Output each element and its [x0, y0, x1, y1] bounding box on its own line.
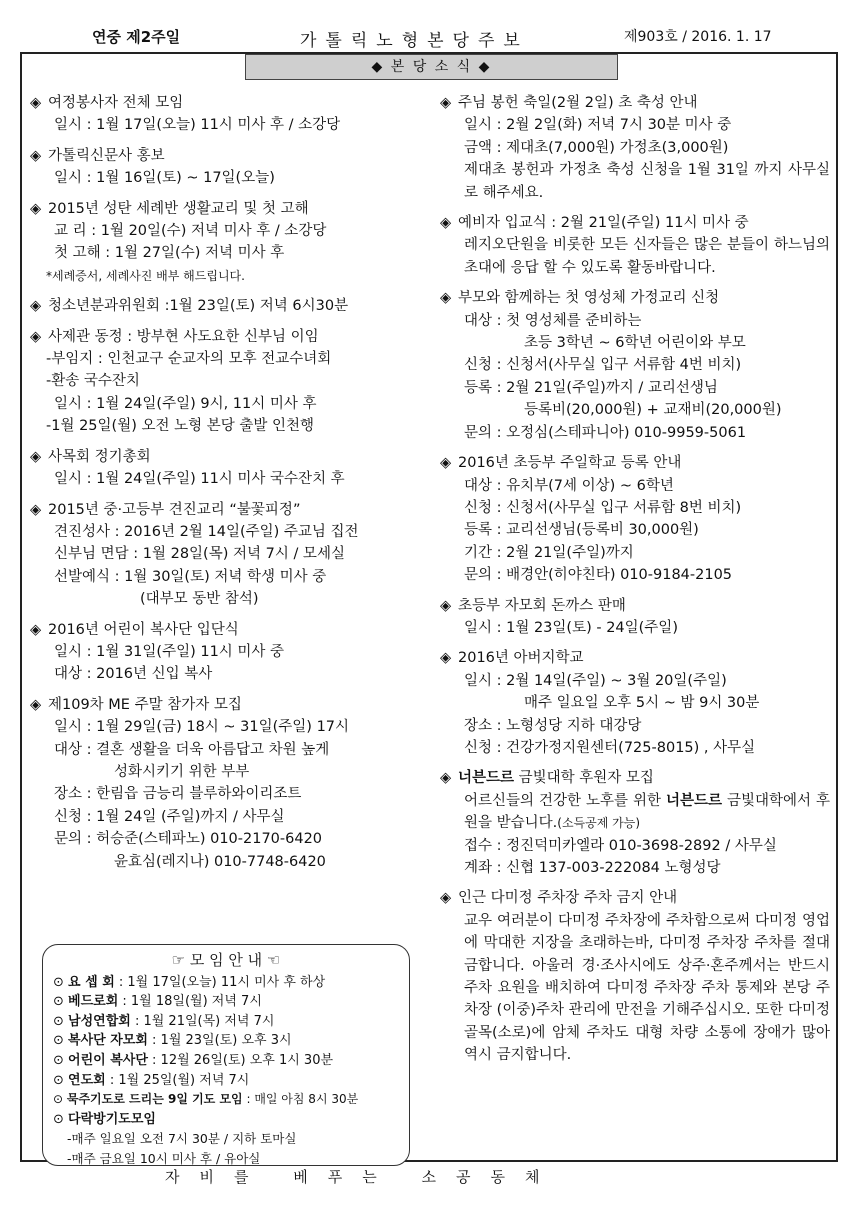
notice-line: 대상 : 첫 영성체를 준비하는: [464, 312, 642, 329]
notice-item: [30, 619, 425, 686]
notice-line: 일시 : 1월 24일(주일) 9시, 11시 미사 후: [54, 395, 317, 412]
diamond-bullet-icon: ◈: [30, 95, 42, 111]
notice-line: 등록 : 교리선생님(등록비 30,000원): [464, 522, 699, 539]
notice-line: 문의 : 오정심(스테파니아) 010-9959-5061: [464, 424, 747, 441]
notice-item: [30, 694, 425, 873]
diamond-bullet-icon: ◈: [440, 95, 452, 111]
notice-line: 선발예식 : 1월 30일(토) 저녁 학생 미사 중: [54, 568, 327, 585]
notice-line: 문의 : 배경안(히야친타) 010-9184-2105: [464, 567, 733, 584]
notice-line: 신청 : 1월 24일 (주일)까지 / 사무실: [54, 808, 285, 825]
notice-item: [30, 446, 425, 491]
notice-line: -환송 국수잔치: [46, 373, 140, 390]
notice-item: [440, 647, 830, 759]
circle-dot-icon: ⊙: [53, 1111, 69, 1127]
notice-line: 성화시키기 위한 부부: [114, 763, 250, 780]
notice-line: 첫 고해 : 1월 27일(수) 저녁 미사 후: [54, 245, 285, 262]
right-column: [440, 92, 830, 1075]
notice-line: 등록 : 2월 21일(주일)까지 / 교리선생님: [464, 379, 718, 396]
meetings-box: [42, 944, 410, 1166]
notice-item: [440, 767, 830, 879]
bulletin-title: 가톨릭노형본당주보: [300, 31, 529, 51]
notice-item: [30, 295, 425, 317]
meeting-row: ⊙ 남성연합회 : 1월 21일(목) 저녁 7시: [53, 1013, 275, 1029]
notice-line: 장소 : 노형성당 지하 대강당: [464, 717, 642, 734]
meeting-row: ⊙ 요 셉 회 : 1월 17일(오늘) 11시 미사 후 하상: [53, 974, 326, 990]
meeting-subline: -매주 일요일 오전 7시 30분 / 지하 토마실: [67, 1131, 297, 1147]
diamond-bullet-icon: ◈: [30, 147, 42, 164]
notice-line: 신청 : 건강가정지원센터(725-8015) , 사무실: [464, 739, 756, 756]
notice-body: 어르신들의 건강한 노후를 위한 너븐드르 금빛대학에서 후원을 받습니다.(소득공제 가능): [464, 791, 830, 832]
diamond-bullet-icon: ◈: [440, 215, 452, 232]
section-banner: ◆ 본 당 소 식 ◆: [245, 54, 618, 80]
bulletin-header: [0, 26, 860, 52]
footer-slogan: 자비를 베푸는 소공동체: [165, 1168, 560, 1186]
meeting-row: ⊙ 다락방기도모임: [53, 1111, 156, 1127]
notice-item: [440, 212, 830, 279]
notice-line: -1월 25일(월) 오전 노형 본당 출발 인천행: [46, 418, 314, 435]
notice-line: 문의 : 허승준(스테파노) 010-2170-6420: [54, 831, 323, 848]
diamond-bullet-icon: ◈: [30, 621, 42, 638]
notice-body: 교우 여러분이 다미정 주차장에 주차함으로써 다미정 영업에 막대한 지장을 초래하는바, 다미정 주차장 주차를 절대 금합니다. 아울러 경·조사시에도 상주·혼주께서는 반드시 주차 요원을 배치하여 다미정 주차장 주차 통제와 본당 주차장 (이중)주차 관리에 만전을 기해주십시오. 또한 다미정 골목(소로)에 암체 주차도 대형 차량 소통에 장애가 많아 역시 금지합니다.: [464, 912, 830, 1064]
circle-dot-icon: ⊙: [53, 1092, 67, 1107]
notice-title: 인근 다미정 주차장 주차 금지 안내: [458, 890, 678, 907]
notice-body: 레지오단원을 비롯한 모든 신자들은 많은 분들이 하느님의 초대에 응답 할 수 있도록 활동바랍니다.: [464, 237, 830, 276]
notice-item: [440, 887, 830, 1066]
notice-line: 교 리 : 1월 20일(수) 저녁 미사 후 / 소강당: [54, 223, 327, 240]
diamond-bullet-icon: ◈: [30, 501, 42, 518]
notice-line: 일시 : 2월 14일(주일) ~ 3월 20일(주일): [464, 672, 727, 689]
notice-line: 일시 : 1월 24일(주일) 11시 미사 국수잔치 후: [54, 471, 345, 488]
liturgical-day: 연중 제2주일: [92, 28, 181, 46]
notice-title: 2016년 초등부 주일학교 등록 안내: [458, 455, 682, 472]
diamond-bullet-icon: ◈: [440, 650, 452, 667]
notice-line: 대상 : 유치부(7세 이상) ~ 6학년: [464, 477, 674, 494]
notice-title: 사목회 정기총회: [48, 448, 151, 465]
notice-title: 2015년 성탄 세례반 생활교리 및 첫 고해: [48, 200, 309, 217]
notice-line: 제대초 봉헌과 가정초 축성 신청을 1월 31일 까지 사무실로 해주세요.: [464, 162, 830, 201]
notice-title: 2016년 어린이 복사단 입단식: [48, 621, 239, 638]
notice-line: 접수 : 정진덕미카엘라 010-3698-2892 / 사무실: [464, 837, 777, 854]
notice-item: [30, 198, 425, 288]
notice-line: 초등 3학년 ~ 6학년 어린이와 부모: [524, 335, 746, 352]
notice-title: 초등부 자모회 돈까스 판매: [458, 597, 626, 614]
brand-name: 너븐드르: [458, 769, 515, 787]
notice-title: 금빛대학 후원자 모집: [514, 770, 654, 787]
notice-line: 등록비(20,000원) + 교재비(20,000원): [524, 402, 782, 419]
notice-line: 계좌 : 신협 137-003-222084 노형성당: [464, 860, 721, 876]
diamond-bullet-icon: ◈: [440, 770, 452, 787]
notice-line: 매주 일요일 오후 5시 ~ 밤 9시 30분: [524, 695, 760, 712]
notice-line: 신청 : 신청서(사무실 입구 서류함 8번 비치): [464, 499, 742, 516]
meeting-row: ⊙ 연도회 : 1월 25일(월) 저녁 7시: [53, 1072, 250, 1088]
notice-line: 기간 : 2월 21일(주일)까지: [464, 544, 634, 561]
notice-line: 일시 : 1월 23일(토) - 24일(주일): [464, 619, 678, 636]
notice-line: 대상 : 2016년 신입 복사: [54, 666, 213, 683]
meeting-row: ⊙ 어린이 복사단 : 12월 26일(토) 오후 1시 30분: [53, 1052, 334, 1068]
brand-name: 너븐드르: [665, 791, 722, 809]
notice-title: 사제관 동정 : 방부현 사도요한 신부님 이임: [48, 328, 319, 345]
notice-title: 주님 봉헌 축일(2월 2일) 초 축성 안내: [458, 95, 698, 111]
notice-line: -부임지 : 인천교구 순교자의 모후 전교수녀회: [46, 351, 332, 368]
meeting-subline: -매주 금요일 10시 미사 후 / 유아실: [67, 1150, 261, 1166]
notice-title: 예비자 입교식 : 2월 21일(주일) 11시 미사 중: [458, 215, 749, 232]
notice-line: 일시 : 1월 16일(토) ~ 17일(오늘): [54, 170, 275, 187]
notice-line: 일시 : 1월 29일(금) 18시 ~ 31일(주일) 17시: [54, 719, 350, 736]
circle-dot-icon: ⊙: [53, 974, 69, 990]
notice-title: 가톨릭신문사 홍보: [48, 147, 165, 164]
notice-item: [30, 499, 425, 611]
diamond-bullet-icon: ◈: [440, 290, 452, 307]
meeting-row: ⊙ 묵주기도로 드리는 9일 기도 모임 : 매일 아침 8시 30분: [53, 1092, 359, 1107]
notice-line: 신청 : 신청서(사무실 입구 서류함 4번 비치): [464, 357, 742, 374]
notice-line: 일시 : 1월 31일(주일) 11시 미사 중: [54, 643, 285, 660]
notice-line: 금액 : 제대초(7,000원) 가정초(3,000원): [464, 139, 729, 156]
diamond-bullet-icon: ◈: [30, 298, 42, 315]
left-column: [30, 92, 425, 881]
circle-dot-icon: ⊙: [53, 1033, 69, 1049]
notice-title: 2015년 중·고등부 견진교리 “불꽃피정”: [48, 501, 301, 518]
notice-item: [30, 92, 425, 137]
notice-item: [30, 326, 425, 438]
diamond-bullet-icon: ◈: [30, 696, 42, 713]
notice-line: 신부님 면담 : 1월 28일(목) 저녁 7시 / 모세실: [54, 546, 345, 563]
diamond-bullet-icon: ◈: [30, 448, 42, 465]
notice-title: 여정봉사자 전체 모임: [48, 95, 184, 111]
notice-item: [440, 595, 830, 640]
circle-dot-icon: ⊙: [53, 994, 69, 1010]
notice-note: *세례증서, 세례사진 배부 해드립니다.: [46, 268, 245, 283]
notice-title: 제109차 ME 주말 참가자 모집: [48, 696, 242, 713]
diamond-bullet-icon: ◈: [440, 455, 452, 472]
circle-dot-icon: ⊙: [53, 1013, 69, 1029]
notice-title: 2016년 아버지학교: [458, 650, 584, 667]
notice-item: [440, 92, 830, 204]
notice-title: 청소년분과위원회 :1월 23일(토) 저녁 6시30분: [48, 298, 349, 315]
notice-line: (대부모 동반 참석): [140, 591, 259, 608]
diamond-bullet-icon: ◈: [30, 328, 42, 345]
meeting-row: ⊙ 복사단 자모회 : 1월 23일(토) 오후 3시: [53, 1033, 292, 1049]
notice-item: [440, 452, 830, 586]
notice-line: 일시 : 2월 2일(화) 저녁 7시 30분 미사 중: [464, 117, 732, 134]
circle-dot-icon: ⊙: [53, 1052, 69, 1068]
notice-line: 장소 : 한림읍 금능리 블루하와이리조트: [54, 786, 302, 803]
meeting-row: ⊙ 베드로회 : 1월 18일(월) 저녁 7시: [53, 994, 262, 1010]
diamond-bullet-icon: ◈: [440, 890, 452, 907]
notice-line: 대상 : 결혼 생활을 더욱 아름답고 차원 높게: [54, 741, 330, 758]
diamond-bullet-icon: ◈: [30, 200, 42, 217]
diamond-bullet-icon: ◈: [440, 597, 452, 614]
notice-line: 윤효심(레지나) 010-7748-6420: [114, 853, 326, 870]
meetings-title: ☞ 모 임 안 내 ☜: [171, 951, 281, 969]
notice-line: 일시 : 1월 17일(오늘) 11시 미사 후 / 소강당: [54, 117, 341, 134]
circle-dot-icon: ⊙: [53, 1072, 69, 1088]
notice-line: 견진성사 : 2016년 2월 14일(주일) 주교님 집전: [54, 523, 359, 540]
notice-title: 부모와 함께하는 첫 영성체 가정교리 신청: [458, 290, 720, 307]
notice-item: [30, 145, 425, 190]
issue-number: 제903호 / 2016. 1. 17: [624, 29, 772, 45]
notice-item: [440, 287, 830, 444]
